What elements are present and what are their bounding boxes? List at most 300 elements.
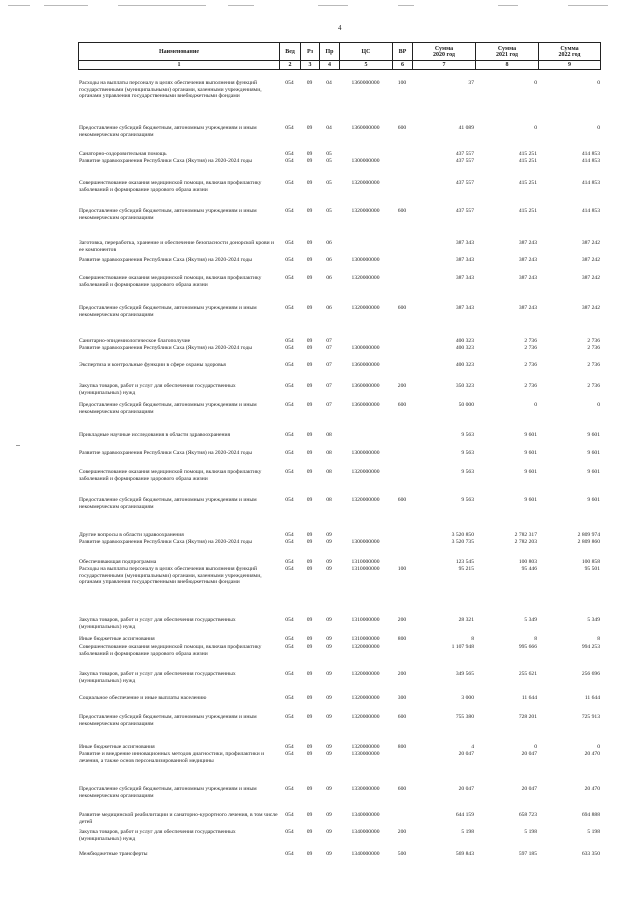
cell-s2021: 415 251	[518, 151, 537, 157]
cell-pr: 09	[326, 532, 332, 538]
cell-s2020: 437 557	[455, 158, 474, 164]
cell-vr: 100	[397, 80, 407, 86]
cell-name: Расходы на выплаты персоналу в целях обеспечения выполнения функций государственными (муниципальными) органами, казенными учреждениями, органами управления государственными внебюджетными фондами	[79, 80, 262, 100]
table-row	[78, 644, 601, 657]
cell-ved: 054	[285, 345, 294, 351]
header-cs: ЦС	[339, 43, 392, 60]
cell-rz: 09	[306, 851, 313, 857]
cell-rz: 09	[306, 432, 313, 438]
table-row	[78, 257, 601, 264]
cell-cs: 1300000000	[351, 257, 380, 263]
header-ved: Вед	[279, 43, 300, 60]
table-row	[78, 432, 601, 439]
cell-cs: 1360000000	[351, 402, 380, 408]
cell-cs: 1340000000	[351, 829, 380, 835]
cell-s2021: 2 736	[524, 383, 537, 389]
cell-ved: 054	[285, 180, 294, 186]
cell-rz: 09	[306, 305, 313, 311]
column-number: 9	[538, 61, 601, 69]
cell-pr: 07	[326, 345, 332, 351]
cell-s2020: 9 563	[461, 497, 474, 503]
cell-vr	[392, 812, 412, 825]
cell-name: Совершенствование оказания медицинской помощи, включая профилактику заболеваний и формирование здорового образа жизни	[79, 644, 262, 657]
cell-s2022: 100 858	[581, 559, 600, 565]
cell-rz: 09	[306, 345, 313, 351]
cell-name: Предоставление субсидий бюджетным, автономным учреждениям и иным некоммерческим организациям	[79, 786, 257, 799]
cell-s2020: 9 563	[461, 469, 474, 475]
table-row	[78, 450, 601, 457]
cell-name: Иные бюджетные ассигнования	[79, 636, 155, 642]
cell-s2021: 387 243	[518, 240, 537, 246]
cell-s2021: 9 601	[524, 469, 537, 475]
cell-rz: 09	[306, 714, 313, 720]
cell-pr: 09	[326, 751, 332, 757]
cell-s2022: 20 470	[584, 786, 600, 792]
cell-vr	[392, 158, 412, 165]
cell-s2020: 387 343	[455, 305, 474, 311]
table-row	[78, 158, 601, 165]
column-number: 3	[300, 61, 319, 69]
cell-s2021: 2 736	[524, 362, 537, 368]
cell-rz: 09	[306, 744, 313, 750]
cell-s2021: 9 601	[524, 497, 537, 503]
cell-pr: 09	[326, 617, 332, 623]
cell-rz: 09	[306, 644, 313, 650]
cell-rz: 09	[306, 151, 313, 157]
cell-vr	[392, 275, 412, 288]
cell-s2020: 5 198	[461, 829, 474, 835]
cell-s2021: 5 198	[524, 829, 537, 835]
column-number: 1	[78, 61, 279, 69]
cell-ved: 054	[285, 851, 294, 857]
table-row	[78, 617, 601, 630]
cell-vr: 600	[397, 714, 407, 720]
cell-s2020: 28 321	[458, 617, 474, 623]
cell-s2020: 349 565	[455, 671, 474, 677]
table-row	[78, 362, 601, 369]
cell-cs: 1310000000	[351, 617, 380, 623]
cell-cs: 1300000000	[351, 158, 380, 164]
cell-vr: 100	[397, 566, 407, 572]
cell-vr: 600	[397, 786, 407, 792]
table-row	[78, 566, 601, 586]
cell-rz: 09	[306, 257, 313, 263]
table-row	[78, 532, 601, 539]
scan-top-marks	[0, 0, 640, 12]
cell-s2021: 0	[534, 125, 537, 131]
table-row	[78, 240, 601, 253]
cell-vr	[392, 338, 412, 345]
cell-pr: 08	[326, 450, 332, 456]
cell-s2021: 95 446	[521, 566, 537, 572]
cell-s2021: 2 782 317	[514, 532, 537, 538]
cell-vr: 200	[397, 383, 407, 389]
cell-s2020: 400 323	[455, 345, 474, 351]
cell-ved: 054	[285, 450, 294, 456]
cell-name: Развитие здравоохранения Республики Саха (Якутия) на 2020-2024 годы	[79, 539, 253, 545]
cell-vr	[392, 345, 412, 352]
table-row	[78, 812, 601, 825]
cell-cs: 1320000000	[351, 208, 380, 214]
cell-vr: 600	[397, 208, 407, 214]
cell-rz: 09	[306, 812, 313, 818]
cell-cs: 1340000000	[351, 812, 380, 818]
column-number: 2	[279, 61, 300, 69]
cell-s2021: 2 736	[524, 345, 537, 351]
table-header	[78, 42, 601, 61]
cell-s2021: 0	[534, 80, 537, 86]
column-number: 4	[319, 61, 339, 69]
cell-name: Другие вопросы в области здравоохранения	[79, 532, 184, 538]
cell-rz: 09	[306, 450, 313, 456]
cell-s2022: 0	[597, 744, 600, 750]
header-pr: Пр	[319, 43, 339, 60]
cell-s2022: 5 198	[587, 829, 600, 835]
cell-s2022: 9 601	[587, 432, 600, 438]
cell-pr: 09	[326, 671, 332, 677]
cell-s2021: 0	[534, 402, 537, 408]
cell-ved: 054	[285, 158, 294, 164]
cell-s2020: 1 107 948	[451, 644, 474, 650]
cell-s2021: 597 185	[518, 851, 537, 857]
cell-s2020: 644 159	[455, 812, 474, 818]
cell-name: Развитие медицинской реабилитации и санаторно-курортного лечения, в том числе детей	[79, 812, 278, 825]
cell-s2022: 9 601	[587, 450, 600, 456]
cell-rz: 09	[306, 532, 313, 538]
cell-s2022: 387 242	[581, 240, 600, 246]
cell-cs: 1360000000	[351, 80, 380, 86]
table-row	[78, 275, 601, 288]
cell-s2021: 387 243	[518, 305, 537, 311]
cell-s2021: 415 251	[518, 180, 537, 186]
cell-s2022: 994 253	[581, 644, 600, 650]
cell-name: Совершенствование оказания медицинской помощи, включая профилактику заболеваний и формирование здорового образа жизни	[79, 469, 262, 482]
table-row	[78, 338, 601, 345]
cell-name: Прикладные научные исследования в области здравоохранения	[79, 432, 231, 438]
cell-rz: 09	[306, 125, 313, 131]
cell-vr: 600	[397, 402, 407, 408]
cell-s2021: 8	[534, 636, 537, 642]
cell-pr: 05	[326, 208, 332, 214]
cell-rz: 09	[306, 751, 313, 757]
cell-s2020: 41 089	[458, 125, 474, 131]
cell-name: Санаторно-оздоровительная помощь	[79, 151, 167, 157]
cell-ved: 054	[285, 383, 294, 389]
cell-s2022: 5 349	[587, 617, 600, 623]
cell-cs	[339, 432, 392, 439]
cell-s2022: 414 853	[581, 151, 600, 157]
cell-cs	[339, 240, 392, 253]
cell-pr: 09	[326, 566, 332, 572]
table-row	[78, 751, 601, 764]
cell-rz: 09	[306, 829, 313, 835]
cell-cs: 1300000000	[351, 345, 380, 351]
table-row	[78, 714, 601, 727]
cell-s2022: 387 242	[581, 275, 600, 281]
cell-name: Социальное обеспечение и иные выплаты населению	[79, 695, 207, 701]
table-row	[78, 851, 601, 858]
cell-s2020: 3 000	[461, 695, 474, 701]
cell-s2022: 414 853	[581, 208, 600, 214]
cell-cs: 1330000000	[351, 751, 380, 757]
cell-name: Закупка товаров, работ и услуг для обеспечения государственных (муниципальных) нужд	[79, 671, 236, 684]
cell-s2020: 37	[468, 80, 474, 86]
cell-s2020: 437 557	[455, 208, 474, 214]
cell-pr: 09	[326, 636, 332, 642]
cell-s2022: 2 809 974	[577, 532, 600, 538]
cell-vr	[392, 559, 412, 566]
cell-pr: 07	[326, 402, 332, 408]
table-row	[78, 80, 601, 100]
cell-ved: 054	[285, 362, 294, 368]
cell-ved: 054	[285, 695, 294, 701]
column-numbers	[78, 61, 601, 70]
cell-rz: 09	[306, 539, 313, 545]
cell-name: Совершенствование оказания медицинской помощи, включая профилактику заболеваний и формирование здорового образа жизни	[79, 180, 262, 193]
cell-cs: 1320000000	[351, 695, 380, 701]
cell-rz: 09	[306, 617, 313, 623]
cell-vr: 200	[397, 829, 407, 835]
cell-cs: 1320000000	[351, 644, 380, 650]
cell-ved: 054	[285, 208, 294, 214]
table-row	[78, 305, 601, 318]
table-row	[78, 208, 601, 221]
cell-cs: 1360000000	[351, 125, 380, 131]
cell-s2022: 387 242	[581, 257, 600, 263]
cell-rz: 09	[306, 469, 313, 475]
header-name: Наименование	[78, 43, 279, 60]
cell-cs: 1320000000	[351, 671, 380, 677]
cell-name: Предоставление субсидий бюджетным, автономным учреждениям и иным некоммерческим организациям	[79, 208, 257, 221]
cell-vr	[392, 644, 412, 657]
cell-vr: 300	[397, 695, 407, 701]
cell-s2021: 11 644	[521, 695, 537, 701]
cell-s2021: 100 803	[518, 559, 537, 565]
cell-pr: 09	[326, 851, 332, 857]
table-row	[78, 180, 601, 193]
cell-vr	[392, 180, 412, 193]
table-row	[78, 671, 601, 684]
cell-s2020: 387 343	[455, 257, 474, 263]
cell-vr	[392, 539, 412, 546]
cell-s2020: 437 557	[455, 180, 474, 186]
cell-ved: 054	[285, 671, 294, 677]
cell-rz: 09	[306, 338, 313, 344]
cell-rz: 09	[306, 671, 313, 677]
cell-pr: 07	[326, 338, 332, 344]
cell-s2022: 694 888	[581, 812, 600, 818]
cell-name: Предоставление субсидий бюджетным, автономным учреждениям и иным некоммерческим организациям	[79, 125, 257, 138]
cell-cs	[339, 532, 392, 539]
cell-name: Развитие здравоохранения Республики Саха (Якутия) на 2020-2024 годы	[79, 450, 253, 456]
cell-s2022: 414 853	[581, 180, 600, 186]
cell-rz: 09	[306, 559, 313, 565]
cell-s2021: 995 666	[518, 644, 537, 650]
cell-pr: 04	[326, 125, 332, 131]
cell-s2021: 0	[534, 744, 537, 750]
cell-name: Межбюджетные трансферты	[79, 851, 148, 857]
cell-name: Обеспечивающая подпрограмма	[79, 559, 157, 565]
cell-name: Расходы на выплаты персоналу в целях обеспечения выполнения функций государственными (муниципальными) органами, казенными учреждениями, органами управления государственными внебюджетными фондами	[79, 566, 262, 586]
cell-ved: 054	[285, 275, 294, 281]
cell-name: Закупка товаров, работ и услуг для обеспечения государственных (муниципальных) нужд	[79, 829, 236, 842]
table-row	[78, 125, 601, 138]
cell-s2020: 569 843	[455, 851, 474, 857]
cell-s2022: 0	[597, 125, 600, 131]
table-row	[78, 559, 601, 566]
cell-s2020: 400 323	[455, 362, 474, 368]
cell-ved: 054	[285, 532, 294, 538]
cell-vr: 800	[397, 636, 407, 642]
cell-cs: 1310000000	[351, 559, 380, 565]
cell-vr	[392, 450, 412, 457]
cell-name: Предоставление субсидий бюджетным, автономным учреждениям и иным некоммерческим организациям	[79, 714, 257, 727]
cell-ved: 054	[285, 636, 294, 642]
cell-vr	[392, 532, 412, 539]
cell-ved: 054	[285, 80, 294, 86]
cell-ved: 054	[285, 497, 294, 503]
cell-cs: 1300000000	[351, 539, 380, 545]
cell-pr: 09	[326, 744, 332, 750]
cell-s2021: 9 601	[524, 450, 537, 456]
cell-ved: 054	[285, 402, 294, 408]
cell-pr: 06	[326, 240, 332, 246]
cell-s2020: 3 520 850	[451, 532, 474, 538]
margin-mark	[16, 445, 20, 446]
cell-vr: 800	[397, 744, 407, 750]
cell-s2022: 2 736	[587, 345, 600, 351]
cell-pr: 09	[326, 539, 332, 545]
cell-s2020: 20 047	[458, 751, 474, 757]
cell-rz: 09	[306, 695, 313, 701]
cell-pr: 06	[326, 257, 332, 263]
cell-s2022: 9 601	[587, 469, 600, 475]
cell-name: Предоставление субсидий бюджетным, автономным учреждениям и иным некоммерческим организациям	[79, 402, 257, 415]
cell-name: Экспертиза и контрольные функции в сфере охраны здоровья	[79, 362, 226, 368]
header-sum-2020: Сумма 2020 год	[412, 43, 475, 60]
cell-s2021: 20 047	[521, 786, 537, 792]
cell-s2022: 633 350	[581, 851, 600, 857]
cell-s2021: 5 349	[524, 617, 537, 623]
cell-rz: 09	[306, 80, 313, 86]
cell-rz: 09	[306, 566, 313, 572]
cell-vr	[392, 751, 412, 764]
cell-ved: 054	[285, 559, 294, 565]
table-row	[78, 402, 601, 415]
cell-ved: 054	[285, 539, 294, 545]
cell-ved: 054	[285, 566, 294, 572]
table-row	[78, 695, 601, 702]
cell-cs: 1310000000	[351, 636, 380, 642]
cell-cs: 1320000000	[351, 497, 380, 503]
cell-vr: 600	[397, 497, 407, 503]
cell-s2022: 2 736	[587, 362, 600, 368]
cell-s2020: 20 047	[458, 786, 474, 792]
cell-s2022: 0	[597, 80, 600, 86]
cell-s2022: 8	[597, 636, 600, 642]
table-row	[78, 497, 601, 510]
cell-ved: 054	[285, 644, 294, 650]
cell-cs: 1330000000	[351, 786, 380, 792]
cell-ved: 054	[285, 829, 294, 835]
header-rz: Рз	[300, 43, 319, 60]
cell-name: Закупка товаров, работ и услуг для обеспечения государственных (муниципальных) нужд	[79, 617, 236, 630]
cell-s2022: 9 601	[587, 497, 600, 503]
table-row	[78, 539, 601, 546]
cell-s2021: 415 251	[518, 208, 537, 214]
cell-ved: 054	[285, 751, 294, 757]
cell-ved: 054	[285, 469, 294, 475]
table-row	[78, 636, 601, 643]
cell-ved: 054	[285, 812, 294, 818]
cell-ved: 054	[285, 714, 294, 720]
cell-s2021: 20 047	[521, 751, 537, 757]
cell-ved: 054	[285, 744, 294, 750]
cell-ved: 054	[285, 125, 294, 131]
cell-cs: 1320000000	[351, 305, 380, 311]
column-number: 6	[392, 61, 412, 69]
table-row	[78, 151, 601, 158]
cell-ved: 054	[285, 257, 294, 263]
cell-s2022: 414 853	[581, 158, 600, 164]
cell-ved: 054	[285, 617, 294, 623]
cell-name: Предоставление субсидий бюджетным, автономным учреждениям и иным некоммерческим организациям	[79, 497, 257, 510]
table-row	[78, 786, 601, 799]
budget-table	[78, 42, 601, 857]
cell-s2022: 95 501	[584, 566, 600, 572]
table-row	[78, 829, 601, 842]
cell-pr: 08	[326, 497, 332, 503]
cell-vr	[392, 432, 412, 439]
cell-s2022: 387 242	[581, 305, 600, 311]
cell-name: Предоставление субсидий бюджетным, автономным учреждениям и иным некоммерческим организациям	[79, 305, 257, 318]
cell-cs: 1320000000	[351, 714, 380, 720]
header-sum-2021: Сумма 2021 год	[475, 43, 538, 60]
cell-cs: 1300000000	[351, 450, 380, 456]
cell-pr: 06	[326, 305, 332, 311]
cell-pr: 08	[326, 469, 332, 475]
cell-rz: 09	[306, 497, 313, 503]
cell-pr: 09	[326, 644, 332, 650]
cell-rz: 09	[306, 180, 313, 186]
column-number: 5	[339, 61, 392, 69]
cell-pr: 09	[326, 812, 332, 818]
cell-rz: 09	[306, 786, 313, 792]
cell-vr	[392, 257, 412, 264]
cell-pr: 07	[326, 383, 332, 389]
cell-pr: 07	[326, 362, 332, 368]
cell-s2020: 9 563	[461, 450, 474, 456]
header-vr: ВР	[392, 43, 412, 60]
cell-s2022: 2 736	[587, 338, 600, 344]
cell-s2021: 387 243	[518, 257, 537, 263]
cell-s2021: 658 723	[518, 812, 537, 818]
cell-name: Заготовка, переработка, хранение и обеспечение безопасности донорской крови и ее компонентов	[79, 240, 275, 253]
cell-rz: 09	[306, 636, 313, 642]
cell-rz: 09	[306, 275, 313, 281]
cell-s2021: 2 782 203	[514, 539, 537, 545]
cell-vr	[392, 151, 412, 158]
table-row	[78, 383, 601, 396]
cell-vr	[392, 240, 412, 253]
cell-s2021: 415 251	[518, 158, 537, 164]
cell-vr: 600	[397, 125, 407, 131]
cell-pr: 09	[326, 714, 332, 720]
cell-cs: 1360000000	[351, 362, 380, 368]
cell-vr: 200	[397, 617, 407, 623]
cell-s2022: 256 696	[581, 671, 600, 677]
cell-ved: 054	[285, 338, 294, 344]
